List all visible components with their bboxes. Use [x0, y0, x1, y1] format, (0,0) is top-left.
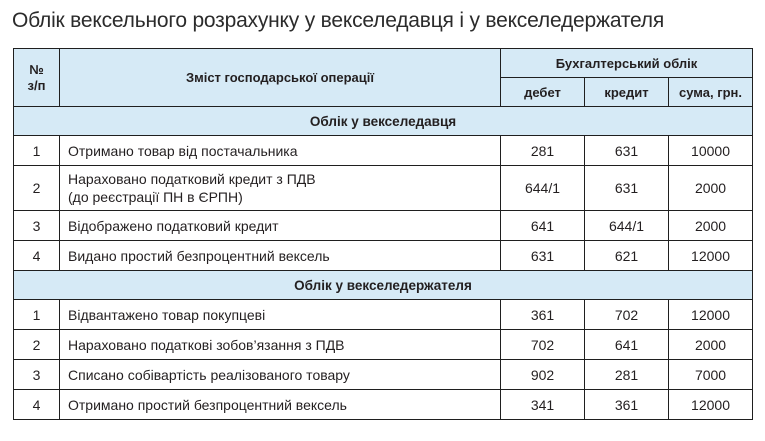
row-amount: 2000: [669, 330, 753, 360]
header-number-line2: з/п: [27, 77, 46, 93]
row-number: 1: [14, 300, 60, 330]
header-number-line1: №: [29, 61, 44, 77]
row-credit: 702: [585, 300, 669, 330]
row-debit: 341: [501, 390, 585, 420]
section-row-issuer: [14, 107, 753, 136]
row-debit: 281: [501, 136, 585, 166]
table-row: [14, 300, 753, 330]
row-amount: 7000: [669, 360, 753, 390]
row-amount: 10000: [669, 136, 753, 166]
row-number: 3: [14, 360, 60, 390]
row-operation-line2: (до реєстрації ПН в ЄРПН): [68, 189, 243, 205]
row-debit: 631: [501, 241, 585, 271]
header-content: Зміст господарської операції: [60, 49, 501, 107]
row-operation: Отримано простий безпроцентний вексель: [60, 390, 501, 420]
row-amount: 12000: [669, 300, 753, 330]
section-title: Облік у векселедержателя: [14, 271, 753, 300]
header-credit: кредит: [585, 78, 669, 107]
row-operation: Відвантажено товар покупцеві: [60, 300, 501, 330]
table-row: [14, 241, 753, 271]
row-number: 3: [14, 211, 60, 241]
table-row: [14, 211, 753, 241]
header-accounting: Бухгалтерський облік: [501, 49, 753, 78]
row-number: 2: [14, 330, 60, 360]
row-debit: 361: [501, 300, 585, 330]
accounting-table: [13, 48, 753, 420]
table-row: [14, 360, 753, 390]
row-debit: 641: [501, 211, 585, 241]
section-title: Облік у векселедавця: [14, 107, 753, 136]
table-row: [14, 166, 753, 211]
row-credit: 631: [585, 166, 669, 211]
row-number: 4: [14, 390, 60, 420]
row-credit: 631: [585, 136, 669, 166]
row-credit: 641: [585, 330, 669, 360]
row-operation: [60, 166, 501, 211]
row-credit: 644/1: [585, 211, 669, 241]
page-title: Облік вексельного розрахунку у векселедавця і у векселедержателя: [12, 9, 665, 32]
header-amount: сума, грн.: [669, 78, 753, 107]
row-number: 2: [14, 166, 60, 211]
row-debit: 702: [501, 330, 585, 360]
row-debit: 644/1: [501, 166, 585, 211]
table-row: [14, 330, 753, 360]
row-operation-line1: Нараховано податковий кредит з ПДВ: [68, 171, 316, 187]
table-row: [14, 390, 753, 420]
row-amount: 2000: [669, 166, 753, 211]
row-debit: 902: [501, 360, 585, 390]
table-row: [14, 136, 753, 166]
row-credit: 361: [585, 390, 669, 420]
row-credit: 281: [585, 360, 669, 390]
row-operation: Відображено податковий кредит: [60, 211, 501, 241]
row-amount: 12000: [669, 241, 753, 271]
row-amount: 12000: [669, 390, 753, 420]
row-operation: Отримано товар від постачальника: [60, 136, 501, 166]
row-credit: 621: [585, 241, 669, 271]
row-operation: Нараховано податкові зобов’язання з ПДВ: [60, 330, 501, 360]
row-amount: 2000: [669, 211, 753, 241]
header-number: [14, 49, 60, 107]
header-debit: дебет: [501, 78, 585, 107]
section-row-holder: [14, 271, 753, 300]
row-operation: Списано собівартість реалізованого товару: [60, 360, 501, 390]
row-number: 1: [14, 136, 60, 166]
row-number: 4: [14, 241, 60, 271]
row-operation: Видано простий безпроцентний вексель: [60, 241, 501, 271]
